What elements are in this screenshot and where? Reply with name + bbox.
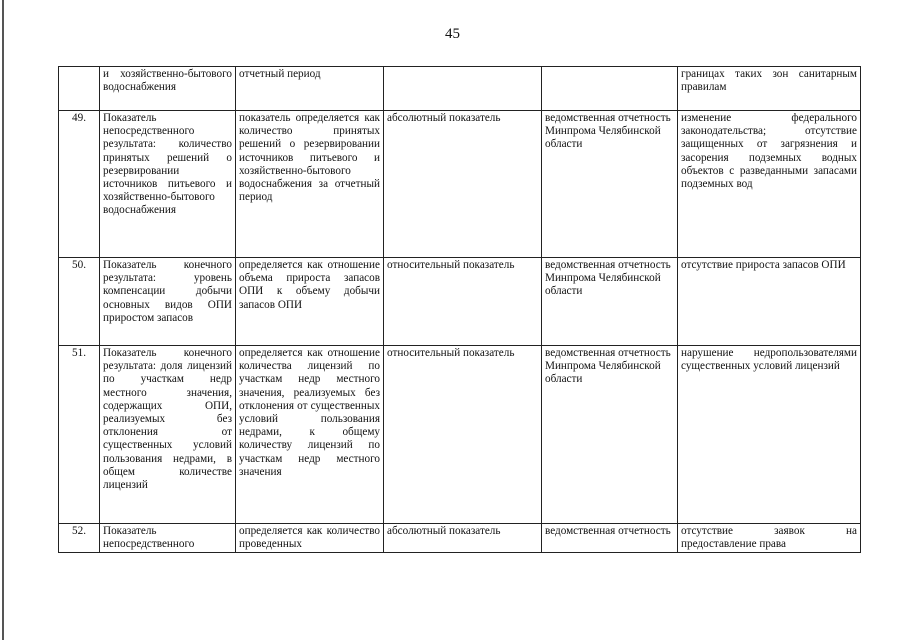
risk-factors: отсутствие прироста запасов ОПИ	[678, 258, 861, 346]
table-row	[59, 346, 861, 524]
risk-factors: нарушение недропользователями существенных условий лицензий	[678, 346, 861, 524]
indicator-name: и хозяйственно-бытового водоснабжения	[100, 67, 236, 111]
row-number: 52.	[59, 524, 100, 553]
risk-factors: отсутствие заявок на предоставление права	[678, 524, 861, 553]
data-source: ведомственная отчетность Минпрома Челябинской области	[542, 258, 678, 346]
indicator-type: относительный показатель	[384, 258, 542, 346]
indicator-name: Показатель конечного результата: доля лицензий по участкам недр местного значения, содержащих ОПИ, реализуемых без отклонения от существенных условий пользования недрами, в общем количестве лицензий	[100, 346, 236, 524]
table-row	[59, 67, 861, 111]
calculation-method: определяется как отношение количества лицензий по участкам недр местного значения, реализуемых без отклонения от существенных условий пользования недрами, к общему количеству лицензий по участкам недр местного значения	[236, 346, 384, 524]
calculation-method: показатель определяется как количество принятых решений о резервировании источников питьевого и хозяйственно-бытового водоснабжения за отчетный период	[236, 111, 384, 258]
row-number	[59, 67, 100, 111]
calculation-method: определяется как количество проведенных	[236, 524, 384, 553]
indicator-type: абсолютный показатель	[384, 524, 542, 553]
indicator-name: Показатель конечного результата: уровень компенсации добычи основных видов ОПИ приростом запасов	[100, 258, 236, 346]
data-source: ведомственная отчетность	[542, 524, 678, 553]
indicator-type: абсолютный показатель	[384, 111, 542, 258]
indicators-table	[58, 66, 861, 553]
table-row	[59, 111, 861, 258]
calculation-method: определяется как отношение объема прироста запасов ОПИ к объему добычи запасов ОПИ	[236, 258, 384, 346]
page-edge-border	[2, 0, 4, 640]
data-source	[542, 67, 678, 111]
indicator-name: Показатель непосредственного	[100, 524, 236, 553]
table-row	[59, 258, 861, 346]
calculation-method: отчетный период	[236, 67, 384, 111]
row-number: 49.	[59, 111, 100, 258]
row-number: 50.	[59, 258, 100, 346]
indicator-name: Показатель непосредственного результата: количество принятых решений о резервировании источников питьевого и хозяйственно-бытового водоснабжения	[100, 111, 236, 258]
data-source: ведомственная отчетность Минпрома Челябинской области	[542, 111, 678, 258]
data-source: ведомственная отчетность Минпрома Челябинской области	[542, 346, 678, 524]
table-row	[59, 524, 861, 553]
risk-factors: изменение федерального законодательства; отсутствие защищенных от загрязнения и засорения подземных водных объектов с разведанными запасами подземных вод	[678, 111, 861, 258]
row-number: 51.	[59, 346, 100, 524]
indicator-type: относительный показатель	[384, 346, 542, 524]
indicator-type	[384, 67, 542, 111]
risk-factors: границах таких зон санитарным правилам	[678, 67, 861, 111]
page-number: 45	[445, 26, 460, 42]
